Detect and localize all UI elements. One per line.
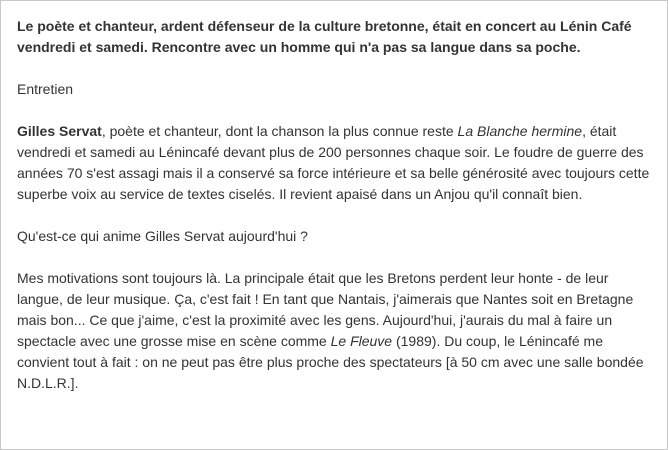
- article-kicker: Entretien: [17, 81, 74, 97]
- article-body: [17, 16, 657, 394]
- song-title: La Blanche hermine: [457, 123, 583, 139]
- answer-text-2: (1989). Du coup, le Lénincafé me convient tout à fait : on ne peut pas être plus proche des spectateurs [à 50 cm avec une salle bondée N.D.L.R.].: [17, 333, 644, 391]
- intro-text-2: , était vendredi et samedi au Lénincafé devant plus de 200 personnes chaque soir. Le foudre de guerre des années 70 s'est assagi mais il a conservé sa force intérieure et sa belle générosité avec toujours cette superbe voix au service de textes ciselés. Il revient apaisé dans un Anjou qu'il connaît bien.: [17, 123, 650, 202]
- intro-text-1: , poète et chanteur, dont la chanson la plus connue reste: [101, 123, 458, 139]
- show-title: Le Fleuve: [330, 333, 393, 349]
- intro-paragraph: [17, 121, 657, 205]
- interview-question: Qu'est-ce qui anime Gilles Servat aujourd'hui ?: [17, 228, 308, 244]
- answer-text-1: Mes motivations sont toujours là. La principale était que les Bretons perdent leur honte - de leur langue, de leur musique. Ça, c'est fait ! En tant que Nantais, j'aimerais que Nantes soit en Bretagne mais bon... Ce que j'aime, c'est la proximité avec les gens. Aujourd'hui, j'aurais du mal à faire un spectacle avec une grosse mise en scène comme: [17, 270, 634, 349]
- interviewee-name: Gilles Servat: [17, 123, 102, 139]
- article-lead: Le poète et chanteur, ardent défenseur de la culture bretonne, était en concert au Lénin Café vendredi et samedi. Rencontre avec un homme qui n'a pas sa langue dans sa poche.: [17, 18, 632, 55]
- answer-paragraph: [17, 268, 657, 394]
